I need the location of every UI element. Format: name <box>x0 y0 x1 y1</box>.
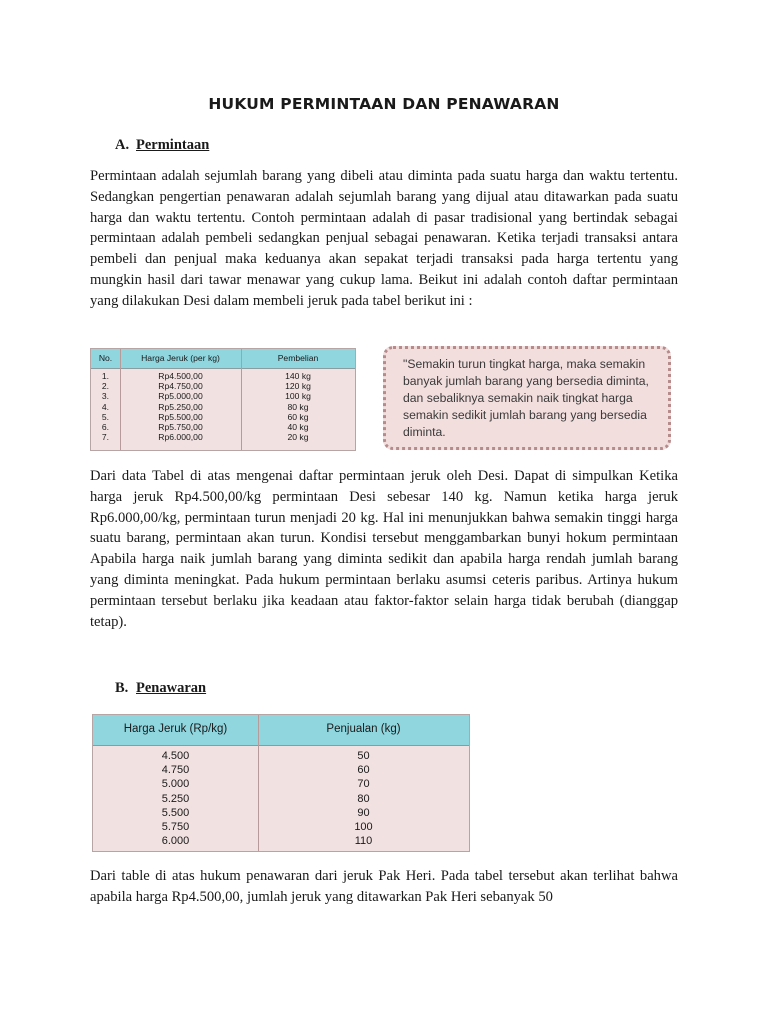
page-title: HUKUM PERMINTAAN DAN PENAWARAN <box>208 95 560 113</box>
section-b-title: Penawaran <box>136 680 207 696</box>
table-cell: Rp5.500,00 <box>158 411 203 422</box>
table-cell: 6.000 <box>161 835 190 848</box>
table-cell: 120 kg <box>285 381 311 392</box>
table-cell: 60 <box>357 764 370 777</box>
supply-header-harga: Harga Jeruk (Rp/kg) <box>123 723 228 735</box>
table-cell: 70 <box>357 778 370 791</box>
supply-col-penjualan <box>258 749 469 848</box>
table-cell: 140 kg <box>285 371 311 381</box>
section-a-paragraph-1: Permintaan adalah sejumlah barang yang dibeli atau diminta pada suatu harga dan waktu tertentu. Sedangkan pengertian penawaran adalah sejumlah barang yang dijual atau ditawarkan pada suatu harga dan waktu tertentu. Contoh permintaan adalah di pasar tradisional yang bertindak sebagai permintaan adalah pembeli sedangkan penjual sebagai penawaran. Ketika terjadi transaksi antara pembeli dan penjual maka keduanya akan sepakat terjadi transaksi pada harga tertentu yang mungkin hasil dari tawar menawar yang cukup lama. Beikut ini adalah contoh daftar permintaan yang dilakukan Desi dalam membeli jeruk pada tabel berikut ini : <box>90 168 678 309</box>
table-cell: 3. <box>101 391 110 402</box>
table-cell: 50 <box>357 750 370 762</box>
table-cell: 5.500 <box>161 806 190 819</box>
supply-header-penjualan: Penjualan (kg) <box>326 723 401 735</box>
table-cell: 5.000 <box>161 778 190 791</box>
table-cell: 110 <box>354 835 373 848</box>
supply-col-harga <box>93 749 258 848</box>
table-cell: 5. <box>101 411 110 422</box>
table-cell: 7. <box>101 432 110 443</box>
demand-header-no: No. <box>98 353 113 363</box>
table-cell: 100 <box>354 821 373 834</box>
table-cell: 6. <box>101 422 110 433</box>
demand-col-no <box>91 371 120 442</box>
table-cell: 4.500 <box>161 750 190 762</box>
table-cell: 5.250 <box>161 792 190 805</box>
table-cell: 80 kg <box>287 401 309 412</box>
table-cell: Rp6.000,00 <box>158 432 203 443</box>
table-cell: 40 kg <box>287 422 309 433</box>
demand-header-pembelian: Pembelian <box>277 353 319 363</box>
table-cell: 80 <box>357 792 370 805</box>
quote-box: "Semakin turun tingkat harga, maka semakin banyak jumlah barang yang bersedia diminta, dan sebaliknya semakin naik tingkat harga semakin sedikit jumlah barang yang bersedia diminta. <box>383 346 671 450</box>
section-a-heading <box>115 137 209 154</box>
section-b-number: B. <box>115 680 129 696</box>
table-cell: 1. <box>101 371 110 381</box>
table-cell: Rp4.500,00 <box>158 371 203 381</box>
table-cell: 60 kg <box>287 411 309 422</box>
table-cell: Rp5.250,00 <box>158 401 203 412</box>
section-a-paragraph-2: Dari data Tabel di atas mengenai daftar permintaan jeruk oleh Desi. Dapat di simpulkan Ketika harga jeruk Rp4.500,00/kg permintaan Desi sebesar 140 kg. Namun ketika harga jeruk Rp6.000,00/kg, permintaan turun menjadi 20 kg. Hal ini menunjukkan bahwa semakin tinggi harga suatu barang, permintaan akan turun. Kondisi tersebut menggambarkan bunyi hokum permintaan Apabila harga naik jumlah barang yang diminta sedikit dan apabila harga rendah jumlah barang yang diminta meningkat. Pada hukum permintaan berlaku asumsi ceteris paribus. Artinya hukum permintaan tersebut berlaku jika keadaan atau faktor-faktor selain harga tidak berubah (dianggap tetap). <box>90 468 678 630</box>
section-b-heading <box>115 680 206 697</box>
table-cell: 4.750 <box>161 764 190 777</box>
table-cell: Rp4.750,00 <box>158 381 203 392</box>
section-a-number: A. <box>115 137 130 153</box>
table-cell: 100 kg <box>285 391 311 402</box>
table-cell: Rp5.750,00 <box>158 422 203 433</box>
table-cell: Rp5.000,00 <box>158 391 203 402</box>
table-cell: 20 kg <box>287 432 309 443</box>
table-cell: 2. <box>101 381 110 392</box>
demand-col-harga <box>120 371 241 442</box>
demand-header-harga: Harga Jeruk (per kg) <box>141 353 220 363</box>
table-cell: 90 <box>357 806 370 819</box>
demand-table <box>90 348 356 451</box>
demand-col-pembelian <box>241 371 355 442</box>
section-b-paragraph: Dari table di atas hukum penawaran dari jeruk Pak Heri. Pada tabel tersebut akan terlihat bahwa apabila harga Rp4.500,00, jumlah jeruk yang ditawarkan Pak Heri sebanyak 50 <box>90 868 678 905</box>
table-cell: 4. <box>101 401 110 412</box>
section-a-title: Permintaan <box>136 137 210 153</box>
supply-table <box>92 714 470 852</box>
table-cell: 5.750 <box>161 821 190 834</box>
